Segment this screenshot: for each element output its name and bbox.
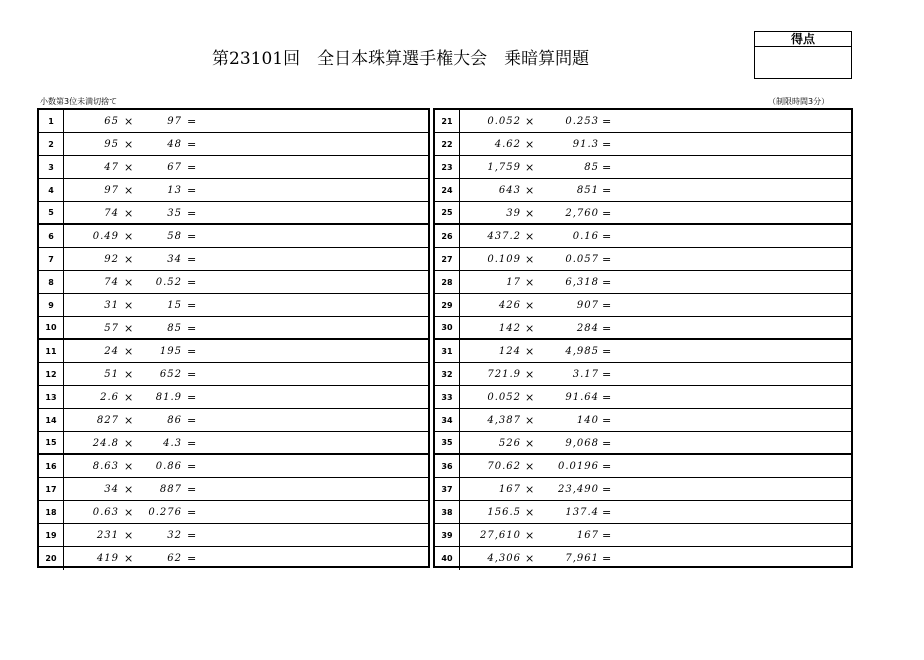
times-sign: × xyxy=(525,184,535,197)
equals-sign: = xyxy=(602,414,612,427)
problem-number: 2 xyxy=(39,133,64,155)
problem-number: 23 xyxy=(435,156,460,178)
multiplier: 62 xyxy=(167,553,182,564)
answer-field[interactable] xyxy=(219,547,428,570)
problem-row xyxy=(435,386,851,409)
times-sign: × xyxy=(124,506,134,519)
times-sign: × xyxy=(124,345,134,358)
answer-field[interactable] xyxy=(219,455,428,477)
times-sign: × xyxy=(525,529,535,542)
answer-field[interactable] xyxy=(615,317,851,338)
times-sign: × xyxy=(525,414,535,427)
equals-sign: = xyxy=(187,345,197,358)
problem-row xyxy=(435,432,851,455)
multiplier: 195 xyxy=(159,346,182,357)
equals-sign: = xyxy=(187,138,197,151)
problem-table-left xyxy=(37,108,430,568)
answer-field[interactable] xyxy=(615,340,851,362)
problem-number: 39 xyxy=(435,524,460,546)
equals-sign: = xyxy=(187,368,197,381)
equals-sign: = xyxy=(187,414,197,427)
times-sign: × xyxy=(525,460,535,473)
equals-sign: = xyxy=(187,391,197,404)
answer-field[interactable] xyxy=(615,110,851,132)
multiplier: 67 xyxy=(167,162,182,173)
problem-row xyxy=(435,455,851,478)
multiplicand: 39 xyxy=(506,208,521,219)
multiplier: 0.16 xyxy=(572,231,599,242)
multiplicand: 526 xyxy=(498,438,521,449)
problem-row xyxy=(39,271,428,294)
equals-sign: = xyxy=(602,230,612,243)
problem-number: 26 xyxy=(435,225,460,247)
problem-row xyxy=(435,248,851,271)
times-sign: × xyxy=(525,253,535,266)
answer-field[interactable] xyxy=(219,409,428,431)
answer-field[interactable] xyxy=(615,386,851,408)
multiplier: 0.276 xyxy=(148,507,182,518)
problem-row xyxy=(435,179,851,202)
multiplicand: 2.6 xyxy=(100,392,119,403)
equals-sign: = xyxy=(602,322,612,335)
problem-number: 37 xyxy=(435,478,460,500)
page-title: 第23101回 全日本珠算選手権大会 乗暗算問題 xyxy=(212,49,590,69)
problem-number: 1 xyxy=(39,110,64,132)
problem-number: 38 xyxy=(435,501,460,523)
problem-row xyxy=(435,340,851,363)
multiplier: 137.4 xyxy=(565,507,599,518)
score-box[interactable] xyxy=(754,31,852,79)
answer-field[interactable] xyxy=(615,432,851,453)
multiplier: 0.52 xyxy=(155,277,182,288)
problem-number: 3 xyxy=(39,156,64,178)
answer-field[interactable] xyxy=(219,478,428,500)
problem-number: 22 xyxy=(435,133,460,155)
equals-sign: = xyxy=(602,345,612,358)
problem-row xyxy=(39,524,428,547)
problem-row xyxy=(39,501,428,524)
answer-field[interactable] xyxy=(219,340,428,362)
answer-field[interactable] xyxy=(615,202,851,223)
problem-row xyxy=(39,156,428,179)
problem-row xyxy=(435,363,851,386)
times-sign: × xyxy=(525,161,535,174)
equals-sign: = xyxy=(187,483,197,496)
multiplicand: 34 xyxy=(104,484,119,495)
problem-number: 9 xyxy=(39,294,64,316)
times-sign: × xyxy=(124,322,134,335)
problem-number: 16 xyxy=(39,455,64,477)
equals-sign: = xyxy=(187,437,197,450)
problem-row xyxy=(39,248,428,271)
problem-number: 28 xyxy=(435,271,460,293)
problem-row xyxy=(39,409,428,432)
problem-row xyxy=(435,501,851,524)
problem-row xyxy=(435,271,851,294)
problem-number: 18 xyxy=(39,501,64,523)
problem-row xyxy=(39,386,428,409)
answer-field[interactable] xyxy=(615,524,851,546)
score-label: 得点 xyxy=(755,32,851,47)
problem-table-right xyxy=(433,108,853,568)
answer-field[interactable] xyxy=(219,133,428,155)
multiplier: 140 xyxy=(576,415,599,426)
problem-row xyxy=(39,225,428,248)
problem-number: 12 xyxy=(39,363,64,385)
multiplicand: 231 xyxy=(96,530,119,541)
multiplier: 32 xyxy=(167,530,182,541)
answer-field[interactable] xyxy=(219,110,428,132)
multiplicand: 0.63 xyxy=(92,507,119,518)
problem-number: 25 xyxy=(435,202,460,223)
answer-field[interactable] xyxy=(219,179,428,201)
times-sign: × xyxy=(124,138,134,151)
problem-number: 36 xyxy=(435,455,460,477)
multiplier: 85 xyxy=(584,162,599,173)
multiplicand: 167 xyxy=(498,484,521,495)
times-sign: × xyxy=(525,138,535,151)
multiplicand: 426 xyxy=(498,300,521,311)
multiplier: 48 xyxy=(167,139,182,150)
problem-number: 5 xyxy=(39,202,64,223)
times-sign: × xyxy=(525,322,535,335)
multiplicand: 17 xyxy=(506,277,521,288)
equals-sign: = xyxy=(602,207,612,220)
answer-field[interactable] xyxy=(615,225,851,247)
equals-sign: = xyxy=(602,506,612,519)
multiplier: 6,318 xyxy=(565,277,599,288)
times-sign: × xyxy=(124,161,134,174)
multiplicand: 97 xyxy=(104,185,119,196)
equals-sign: = xyxy=(187,184,197,197)
multiplicand: 92 xyxy=(104,254,119,265)
equals-sign: = xyxy=(187,506,197,519)
multiplicand: 1,759 xyxy=(487,162,521,173)
problem-number: 4 xyxy=(39,179,64,201)
equals-sign: = xyxy=(187,230,197,243)
multiplier: 851 xyxy=(576,185,599,196)
problem-number: 32 xyxy=(435,363,460,385)
answer-field[interactable] xyxy=(219,202,428,223)
answer-field[interactable] xyxy=(615,179,851,201)
multiplicand: 51 xyxy=(104,369,119,380)
equals-sign: = xyxy=(187,529,197,542)
multiplicand: 124 xyxy=(498,346,521,357)
multiplicand: 437.2 xyxy=(487,231,521,242)
multiplicand: 0.49 xyxy=(92,231,119,242)
equals-sign: = xyxy=(602,161,612,174)
times-sign: × xyxy=(525,230,535,243)
problem-number: 14 xyxy=(39,409,64,431)
multiplier: 907 xyxy=(576,300,599,311)
problem-row xyxy=(435,409,851,432)
problem-number: 7 xyxy=(39,248,64,270)
answer-field[interactable] xyxy=(615,409,851,431)
multiplier: 284 xyxy=(576,323,599,334)
times-sign: × xyxy=(525,115,535,128)
problem-number: 19 xyxy=(39,524,64,546)
problem-row xyxy=(39,340,428,363)
multiplicand: 8.63 xyxy=(92,461,119,472)
times-sign: × xyxy=(124,460,134,473)
multiplicand: 0.109 xyxy=(487,254,521,265)
problem-row xyxy=(39,547,428,570)
multiplicand: 47 xyxy=(104,162,119,173)
times-sign: × xyxy=(525,345,535,358)
times-sign: × xyxy=(124,529,134,542)
problem-row xyxy=(435,478,851,501)
times-sign: × xyxy=(525,368,535,381)
answer-field[interactable] xyxy=(615,156,851,178)
multiplicand: 24 xyxy=(104,346,119,357)
problem-row xyxy=(435,524,851,547)
problem-row xyxy=(435,110,851,133)
multiplier: 34 xyxy=(167,254,182,265)
equals-sign: = xyxy=(187,299,197,312)
multiplier: 13 xyxy=(167,185,182,196)
multiplicand: 27,610 xyxy=(480,530,521,541)
equals-sign: = xyxy=(187,253,197,266)
multiplicand: 419 xyxy=(96,553,119,564)
answer-field[interactable] xyxy=(219,432,428,453)
answer-field[interactable] xyxy=(615,501,851,523)
multiplicand: 57 xyxy=(104,323,119,334)
problem-row xyxy=(435,202,851,225)
equals-sign: = xyxy=(602,437,612,450)
times-sign: × xyxy=(124,414,134,427)
times-sign: × xyxy=(124,552,134,565)
times-sign: × xyxy=(124,184,134,197)
times-sign: × xyxy=(124,368,134,381)
multiplier: 0.0196 xyxy=(558,461,599,472)
multiplier: 4.3 xyxy=(163,438,182,449)
problem-row xyxy=(39,363,428,386)
problem-row xyxy=(39,294,428,317)
problem-number: 35 xyxy=(435,432,460,453)
equals-sign: = xyxy=(602,115,612,128)
multiplier: 91.3 xyxy=(572,139,599,150)
multiplier: 23,490 xyxy=(558,484,599,495)
times-sign: × xyxy=(124,230,134,243)
times-sign: × xyxy=(124,437,134,450)
times-sign: × xyxy=(525,299,535,312)
problem-number: 15 xyxy=(39,432,64,453)
problem-row xyxy=(435,156,851,179)
answer-field[interactable] xyxy=(615,248,851,270)
multiplier: 81.9 xyxy=(155,392,182,403)
times-sign: × xyxy=(525,391,535,404)
multiplicand: 74 xyxy=(104,208,119,219)
multiplicand: 4,306 xyxy=(487,553,521,564)
times-sign: × xyxy=(525,483,535,496)
multiplicand: 827 xyxy=(96,415,119,426)
time-limit-note: （制限時間3分） xyxy=(768,97,830,106)
equals-sign: = xyxy=(602,138,612,151)
equals-sign: = xyxy=(187,161,197,174)
multiplier: 97 xyxy=(167,116,182,127)
problem-row xyxy=(39,110,428,133)
answer-field[interactable] xyxy=(219,386,428,408)
equals-sign: = xyxy=(187,460,197,473)
problem-row xyxy=(435,317,851,340)
problem-number: 8 xyxy=(39,271,64,293)
problem-number: 40 xyxy=(435,547,460,570)
times-sign: × xyxy=(525,207,535,220)
problem-row xyxy=(435,133,851,156)
answer-field[interactable] xyxy=(615,478,851,500)
multiplicand: 74 xyxy=(104,277,119,288)
multiplier: 85 xyxy=(167,323,182,334)
multiplier: 4,985 xyxy=(565,346,599,357)
problem-number: 10 xyxy=(39,317,64,338)
equals-sign: = xyxy=(602,460,612,473)
problem-number: 31 xyxy=(435,340,460,362)
multiplicand: 31 xyxy=(104,300,119,311)
times-sign: × xyxy=(525,437,535,450)
multiplicand: 95 xyxy=(104,139,119,150)
problem-number: 27 xyxy=(435,248,460,270)
multiplier: 887 xyxy=(159,484,182,495)
problem-row xyxy=(435,547,851,570)
problem-number: 24 xyxy=(435,179,460,201)
multiplier: 2,760 xyxy=(565,208,599,219)
answer-field[interactable] xyxy=(219,524,428,546)
problem-number: 6 xyxy=(39,225,64,247)
multiplier: 58 xyxy=(167,231,182,242)
times-sign: × xyxy=(124,276,134,289)
multiplicand: 721.9 xyxy=(487,369,521,380)
rounding-note: 小数第3位未満切捨て xyxy=(40,97,118,106)
equals-sign: = xyxy=(602,529,612,542)
times-sign: × xyxy=(124,299,134,312)
times-sign: × xyxy=(124,253,134,266)
equals-sign: = xyxy=(187,115,197,128)
answer-field[interactable] xyxy=(219,271,428,293)
problem-row xyxy=(435,225,851,248)
multiplier: 3.17 xyxy=(572,369,599,380)
multiplicand: 4,387 xyxy=(487,415,521,426)
problem-number: 29 xyxy=(435,294,460,316)
multiplicand: 156.5 xyxy=(487,507,521,518)
problem-row xyxy=(39,432,428,455)
answer-field[interactable] xyxy=(219,248,428,270)
problem-number: 21 xyxy=(435,110,460,132)
equals-sign: = xyxy=(602,276,612,289)
answer-field[interactable] xyxy=(615,455,851,477)
answer-field[interactable] xyxy=(219,225,428,247)
multiplier: 0.057 xyxy=(565,254,599,265)
times-sign: × xyxy=(525,276,535,289)
problem-number: 17 xyxy=(39,478,64,500)
multiplicand: 24.8 xyxy=(92,438,119,449)
multiplier: 0.253 xyxy=(565,116,599,127)
problem-number: 34 xyxy=(435,409,460,431)
multiplicand: 643 xyxy=(498,185,521,196)
answer-field[interactable] xyxy=(615,363,851,385)
problem-row xyxy=(39,202,428,225)
answer-field[interactable] xyxy=(219,294,428,316)
answer-field[interactable] xyxy=(615,294,851,316)
multiplicand: 142 xyxy=(498,323,521,334)
problem-number: 11 xyxy=(39,340,64,362)
equals-sign: = xyxy=(187,276,197,289)
answer-field[interactable] xyxy=(219,156,428,178)
problem-number: 20 xyxy=(39,547,64,570)
equals-sign: = xyxy=(602,184,612,197)
equals-sign: = xyxy=(602,483,612,496)
multiplier: 167 xyxy=(576,530,599,541)
multiplier: 35 xyxy=(167,208,182,219)
answer-field[interactable] xyxy=(219,501,428,523)
equals-sign: = xyxy=(602,299,612,312)
answer-field[interactable] xyxy=(219,317,428,338)
times-sign: × xyxy=(124,207,134,220)
equals-sign: = xyxy=(187,322,197,335)
problem-row xyxy=(39,478,428,501)
multiplicand: 0.052 xyxy=(487,116,521,127)
times-sign: × xyxy=(124,483,134,496)
problem-number: 13 xyxy=(39,386,64,408)
answer-field[interactable] xyxy=(615,271,851,293)
multiplier: 0.86 xyxy=(155,461,182,472)
equals-sign: = xyxy=(602,368,612,381)
multiplicand: 65 xyxy=(104,116,119,127)
problem-row xyxy=(39,455,428,478)
problem-number: 30 xyxy=(435,317,460,338)
answer-field[interactable] xyxy=(615,133,851,155)
answer-field[interactable] xyxy=(615,547,851,570)
equals-sign: = xyxy=(187,552,197,565)
problem-row xyxy=(39,317,428,340)
multiplicand: 0.052 xyxy=(487,392,521,403)
problem-number: 33 xyxy=(435,386,460,408)
times-sign: × xyxy=(525,552,535,565)
problem-row xyxy=(39,179,428,202)
problem-row xyxy=(39,133,428,156)
times-sign: × xyxy=(124,391,134,404)
equals-sign: = xyxy=(602,552,612,565)
multiplier: 9,068 xyxy=(565,438,599,449)
multiplier: 652 xyxy=(159,369,182,380)
equals-sign: = xyxy=(602,253,612,266)
multiplicand: 4.62 xyxy=(494,139,521,150)
equals-sign: = xyxy=(602,391,612,404)
multiplier: 86 xyxy=(167,415,182,426)
equals-sign: = xyxy=(187,207,197,220)
answer-field[interactable] xyxy=(219,363,428,385)
times-sign: × xyxy=(525,506,535,519)
multiplicand: 70.62 xyxy=(487,461,521,472)
multiplier: 7,961 xyxy=(565,553,599,564)
multiplier: 15 xyxy=(167,300,182,311)
problem-row xyxy=(435,294,851,317)
multiplier: 91.64 xyxy=(565,392,599,403)
times-sign: × xyxy=(124,115,134,128)
